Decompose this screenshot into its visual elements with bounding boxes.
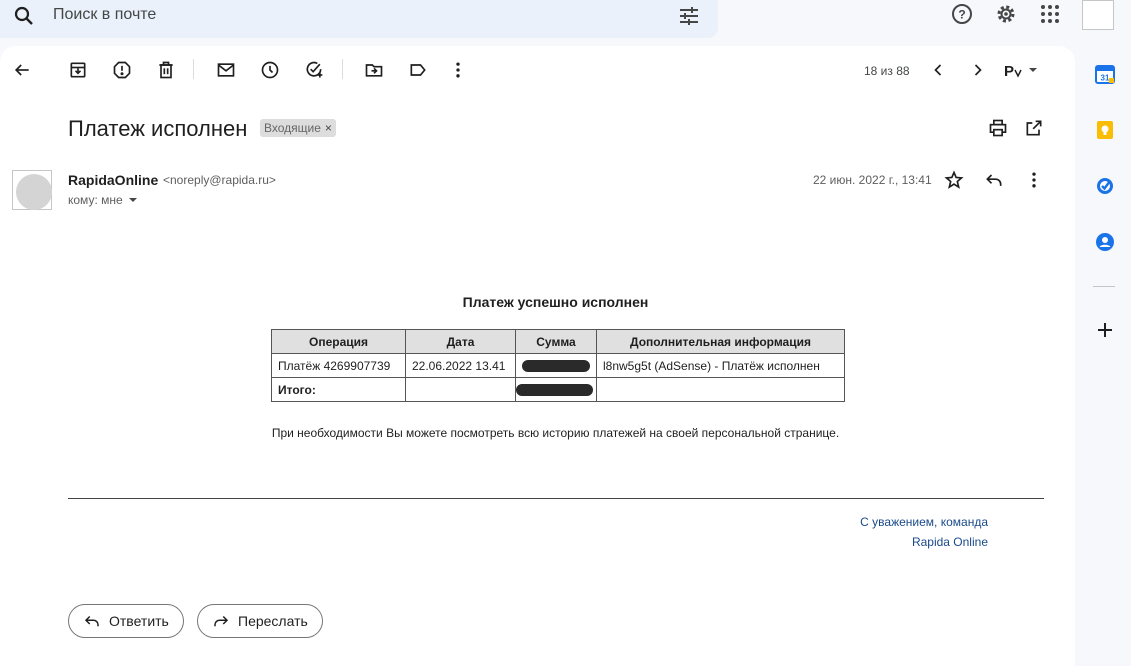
open-new-window-icon[interactable] (1024, 118, 1044, 138)
search-bar[interactable] (0, 0, 718, 38)
inbox-label-chip[interactable] (260, 119, 336, 137)
rail-divider (1093, 286, 1115, 287)
recipient-details[interactable] (68, 193, 139, 207)
table-cell-redacted (516, 354, 597, 378)
contacts-icon[interactable] (1095, 232, 1115, 252)
message-view (0, 46, 1075, 666)
sender-name[interactable]: RapidaOnline (68, 172, 159, 188)
table-cell-redacted (516, 378, 597, 402)
print-icon[interactable] (988, 118, 1008, 138)
add-plus-icon[interactable] (1095, 320, 1115, 340)
tasks-icon[interactable] (1095, 176, 1115, 196)
svg-text:?: ? (958, 7, 966, 22)
reply-icon (83, 612, 101, 630)
table-cell: Итого: (272, 378, 406, 402)
table-cell (597, 378, 845, 402)
more-vert-icon[interactable] (448, 60, 468, 80)
forward-icon (212, 612, 230, 630)
report-spam-icon[interactable] (112, 60, 132, 80)
star-icon[interactable] (944, 170, 964, 190)
divider (68, 498, 1044, 499)
side-panel (1077, 46, 1131, 666)
table-cell: 22.06.2022 13.41 (406, 354, 516, 378)
chevron-right-icon[interactable] (968, 60, 988, 80)
table-header-row (272, 330, 845, 354)
column-header: Операция (272, 330, 406, 354)
message-counter: 18 из 88 (864, 64, 910, 78)
redaction-mark (516, 384, 593, 396)
settings-gear-icon[interactable] (994, 2, 1018, 26)
toolbar-divider (342, 59, 343, 79)
more-vert-icon[interactable] (1024, 170, 1044, 190)
table-cell (406, 378, 516, 402)
label-tag-icon[interactable] (408, 60, 428, 80)
remove-label-icon[interactable]: × (324, 121, 332, 135)
payment-history-note: При необходимости Вы можете посмотреть всю историю платежей на своей персональной странице. (271, 426, 840, 440)
caret-down-icon[interactable] (127, 194, 139, 206)
search-icon[interactable] (12, 4, 36, 28)
reply-label: Ответить (109, 613, 169, 629)
table-row (272, 378, 845, 402)
svg-text:31: 31 (1100, 73, 1110, 83)
chevron-left-icon[interactable] (928, 60, 948, 80)
email-body-heading: Платеж успешно исполнен (462, 294, 649, 310)
search-input[interactable]: Поиск в почте (53, 6, 157, 23)
recipient-text: кому: мне (68, 193, 123, 207)
archive-icon[interactable] (68, 60, 88, 80)
toolbar-divider (193, 59, 194, 79)
account-avatar[interactable] (1082, 0, 1114, 30)
search-options-icon[interactable] (677, 4, 701, 28)
signature-line: С уважением, команда (860, 515, 988, 529)
snooze-clock-icon[interactable] (260, 60, 280, 80)
email-subject: Платеж исполнен (68, 116, 248, 141)
move-to-folder-icon[interactable] (364, 60, 384, 80)
column-header: Дата (406, 330, 516, 354)
mark-unread-mail-icon[interactable] (216, 60, 236, 80)
forward-button[interactable] (197, 604, 323, 638)
back-arrow-icon[interactable] (12, 60, 32, 80)
label-text: Входящие (264, 121, 321, 135)
calendar-icon[interactable] (1095, 64, 1115, 84)
table-row (272, 354, 845, 378)
keep-notes-icon[interactable] (1095, 120, 1115, 140)
forward-label: Переслать (238, 613, 308, 629)
apps-grid-icon[interactable] (1038, 2, 1062, 26)
reply-icon[interactable] (984, 170, 1004, 190)
add-task-icon[interactable] (304, 60, 324, 80)
reply-button[interactable] (68, 604, 184, 638)
redaction-mark (522, 360, 590, 372)
sender-email: <noreply@rapida.ru> (163, 173, 276, 187)
avatar-circle (16, 174, 52, 210)
column-header: Дополнительная информация (597, 330, 845, 354)
column-header: Сумма (516, 330, 597, 354)
table-cell: Платёж 4269907739 (272, 354, 406, 378)
payment-table (271, 329, 845, 402)
sender-avatar (12, 170, 52, 210)
signature-line: Rapida Online (911, 535, 988, 549)
svg-text:Р: Р (1004, 63, 1015, 80)
input-tools-icon[interactable] (1004, 60, 1044, 80)
email-date: 22 июн. 2022 г., 13:41 (813, 173, 932, 187)
help-icon[interactable] (950, 2, 974, 26)
delete-trash-icon[interactable] (156, 60, 176, 80)
table-cell: l8nw5g5t (AdSense) - Платёж исполнен (597, 354, 845, 378)
